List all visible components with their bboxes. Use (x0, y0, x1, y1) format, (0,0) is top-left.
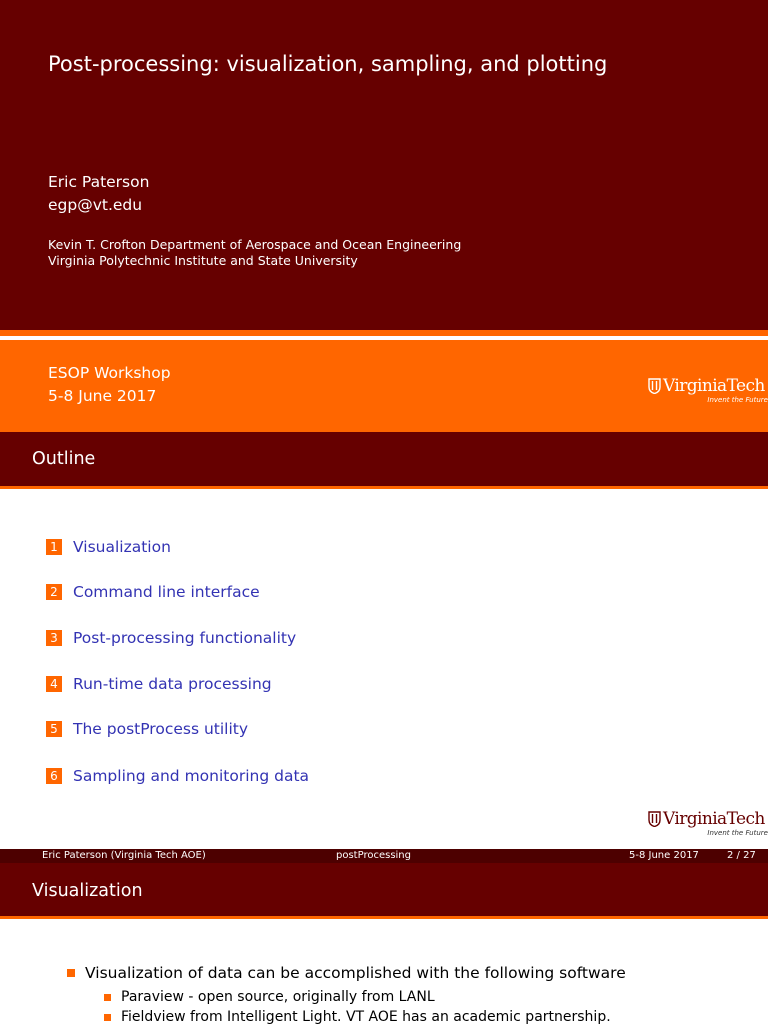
visualization-divider (0, 916, 768, 919)
outline-heading: Outline (32, 449, 96, 469)
vt-shield-icon (648, 378, 661, 394)
bullet-square-icon (67, 969, 75, 977)
toc-link[interactable]: Sampling and monitoring data (73, 767, 310, 785)
vt-shield-icon (648, 811, 661, 827)
footer-short-title: postProcessing (336, 850, 411, 861)
presentation-title: Post-processing: visualization, sampling, and plotting (48, 52, 608, 76)
event-name: ESOP Workshop (48, 364, 171, 382)
author-email: egp@vt.edu (48, 196, 143, 214)
virginia-tech-logo (648, 376, 768, 408)
toc-number: 2 (46, 584, 62, 600)
toc-number: 6 (46, 768, 62, 784)
footer-author: Eric Paterson (Virginia Tech AOE) (42, 850, 206, 861)
toc-item-visualization[interactable] (46, 536, 171, 558)
footer-page-number: 2 / 27 (727, 850, 756, 861)
institution-department: Kevin T. Crofton Department of Aerospace and Ocean Engineering (48, 237, 462, 252)
logo-name: VirginiaTech (663, 809, 765, 829)
title-slide-header (0, 0, 768, 330)
bullet-square-icon (104, 1014, 111, 1021)
outline-divider (0, 486, 768, 489)
toc-item-command-line-interface[interactable] (46, 581, 260, 603)
toc-item-sampling-and-monitoring-data[interactable] (46, 765, 309, 787)
toc-link[interactable]: Command line interface (73, 583, 260, 601)
visualization-slide-header (0, 863, 768, 916)
toc-number: 1 (46, 539, 62, 555)
toc-item-run-time-data-processing[interactable] (46, 673, 272, 695)
bullet-text: Fieldview from Intelligent Light. VT AOE has an academic partnership. (121, 1009, 611, 1025)
toc-number: 4 (46, 676, 62, 692)
logo-name: VirginiaTech (663, 376, 765, 396)
bullet-text: Visualization of data can be accomplished with the following software (85, 964, 626, 982)
toc-link[interactable]: The postProcess utility (73, 720, 249, 738)
sub-bullet-item (104, 1009, 611, 1025)
toc-item-post-processing-functionality[interactable] (46, 627, 296, 649)
toc-item-postprocess-utility[interactable] (46, 718, 248, 740)
author-name: Eric Paterson (48, 173, 150, 191)
visualization-heading: Visualization (32, 881, 143, 901)
sub-bullet-item (104, 989, 435, 1005)
virginia-tech-logo (648, 809, 768, 841)
event-date: 5-8 June 2017 (48, 387, 157, 405)
slide-footer (0, 849, 768, 863)
toc-link[interactable]: Visualization (73, 538, 171, 556)
toc-number: 5 (46, 721, 62, 737)
bullet-square-icon (104, 994, 111, 1001)
outline-slide-header (0, 432, 768, 486)
institution-university: Virginia Polytechnic Institute and State University (48, 253, 358, 268)
toc-link[interactable]: Run-time data processing (73, 675, 272, 693)
logo-tagline: Invent the Future (707, 829, 768, 837)
toc-link[interactable]: Post-processing functionality (73, 629, 297, 647)
bullet-item (67, 964, 626, 982)
bullet-text: Paraview - open source, originally from LANL (121, 989, 435, 1005)
footer-date: 5-8 June 2017 (629, 850, 699, 861)
logo-tagline: Invent the Future (707, 396, 768, 404)
toc-number: 3 (46, 630, 62, 646)
